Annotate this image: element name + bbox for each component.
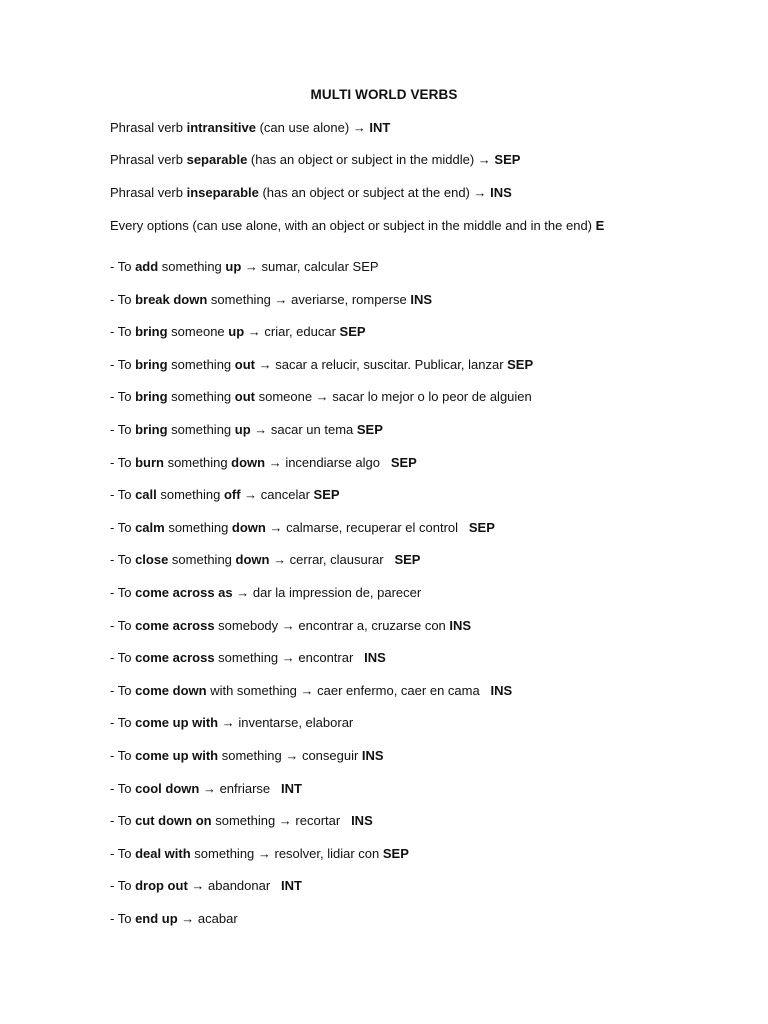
text: with something → caer enfermo, caer en cama [206, 683, 491, 698]
verb-entry [110, 519, 495, 537]
text: something [163, 455, 232, 470]
text: something [167, 422, 235, 437]
text: (has an object or subject in the middle) → [247, 152, 495, 167]
bold-text: add [135, 259, 159, 274]
bold-text: down [235, 552, 270, 567]
verb-entry [110, 486, 340, 504]
bold-text: break down [135, 292, 208, 307]
bold-text: come up with [135, 715, 219, 730]
text: → cancelar [240, 487, 314, 502]
verb-entry [110, 649, 386, 667]
verb-entry [110, 682, 512, 700]
text: someone [167, 324, 229, 339]
bold-text: out [234, 357, 255, 372]
legend-line [110, 151, 520, 169]
text: something [164, 520, 232, 535]
bold-text: come down [135, 683, 207, 698]
text: → inventarse, elaborar [218, 715, 354, 730]
bold-text: come up with [135, 748, 219, 763]
bold-text: end up [135, 911, 178, 926]
bold-text: close [135, 552, 169, 567]
bold-text: down [231, 520, 266, 535]
verb-entry [110, 747, 384, 765]
bold-text: calm [135, 520, 165, 535]
text: → calmarse, recuperar el control [265, 520, 469, 535]
bold-text: drop out [135, 878, 188, 893]
text: - To [110, 618, 136, 633]
text: - To [110, 715, 136, 730]
text: → incendiarse algo [265, 455, 391, 470]
bold-text: INS [490, 185, 512, 200]
text: something → encontrar [214, 650, 365, 665]
text: → acabar [177, 911, 238, 926]
bold-text: SEP [339, 324, 366, 339]
bold-text: cut down on [135, 813, 212, 828]
text: - To [110, 552, 136, 567]
bold-text: come across as [135, 585, 233, 600]
text: - To [110, 487, 136, 502]
bold-text: up [225, 259, 242, 274]
bold-text: INT [369, 120, 391, 135]
bold-text: E [595, 218, 605, 233]
verb-entry [110, 551, 420, 569]
bold-text: INS [490, 683, 513, 698]
bold-text: separable [186, 152, 248, 167]
text: something → averiarse, romperse [207, 292, 411, 307]
bold-text: call [135, 487, 157, 502]
text: - To [110, 748, 136, 763]
text: something → conseguir [218, 748, 362, 763]
bold-text: deal with [135, 846, 191, 861]
text: - To [110, 520, 136, 535]
text: something [167, 357, 235, 372]
bold-text: up [228, 324, 245, 339]
legend-line [110, 184, 512, 202]
text: → sacar a relucir, suscitar. Publicar, lanzar [254, 357, 508, 372]
text: - To [110, 292, 136, 307]
text: Phrasal verb [110, 152, 187, 167]
bold-text: INS [364, 650, 386, 665]
bold-text: INT [281, 878, 302, 893]
verb-entry [110, 714, 353, 732]
bold-text: bring [135, 422, 168, 437]
bold-text: bring [135, 389, 168, 404]
text: - To [110, 878, 136, 893]
verb-entry [110, 291, 432, 309]
verb-entry [110, 845, 409, 863]
bold-text: SEP [382, 846, 409, 861]
text: - To [110, 455, 136, 470]
bold-text: out [234, 389, 255, 404]
verb-entry [110, 877, 302, 895]
legend-line [110, 119, 390, 137]
text: - To [110, 813, 136, 828]
text: - To [110, 324, 136, 339]
text: - To [110, 422, 136, 437]
text: Phrasal verb [110, 120, 187, 135]
verb-entry [110, 617, 471, 635]
bold-text: INS [361, 748, 384, 763]
bold-text: SEP [390, 455, 417, 470]
text: Every options (can use alone, with an object or subject in the middle and in the end) [110, 218, 596, 233]
text: somebody → encontrar a, cruzarse con [214, 618, 450, 633]
text: someone → sacar lo mejor o lo peor de alguien [254, 389, 532, 404]
text: → abandonar [187, 878, 282, 893]
text: → sacar un tema [250, 422, 357, 437]
bold-text: off [223, 487, 241, 502]
text: Phrasal verb [110, 185, 187, 200]
bold-text: cool down [135, 781, 200, 796]
text: - To [110, 650, 136, 665]
bold-text: inseparable [186, 185, 259, 200]
bold-text: down [231, 455, 266, 470]
text: → cerrar, clausurar [269, 552, 395, 567]
text: → criar, educar [244, 324, 340, 339]
verb-entry [110, 356, 533, 374]
text: - To [110, 846, 136, 861]
legend-line [110, 217, 604, 235]
bold-text: come across [135, 618, 215, 633]
text: → dar la impression de, parecer [232, 585, 422, 600]
bold-text: INS [449, 618, 472, 633]
verb-entry [110, 258, 379, 276]
bold-text: burn [135, 455, 164, 470]
text: - To [110, 911, 136, 926]
text: - To [110, 259, 136, 274]
bold-text: SEP [468, 520, 495, 535]
text: → sumar, calcular SEP [241, 259, 379, 274]
bold-text: up [234, 422, 251, 437]
text: something → resolver, lidiar con [190, 846, 383, 861]
text: - To [110, 389, 136, 404]
verb-entry [110, 812, 373, 830]
text: something [168, 552, 236, 567]
bold-text: SEP [394, 552, 421, 567]
bold-text: INT [280, 781, 302, 796]
bold-text: come across [135, 650, 215, 665]
bold-text: SEP [507, 357, 534, 372]
bold-text: INS [351, 813, 373, 828]
text: something [156, 487, 224, 502]
bold-text: SEP [313, 487, 340, 502]
bold-text: bring [135, 324, 168, 339]
verb-entry [110, 388, 532, 406]
text: - To [110, 781, 136, 796]
text: - To [110, 585, 136, 600]
verb-entry [110, 421, 383, 439]
page-title: MULTI WORLD VERBS [310, 87, 458, 102]
bold-text: INS [410, 292, 433, 307]
bold-text: intransitive [186, 120, 256, 135]
bold-text: SEP [356, 422, 383, 437]
verb-entry [110, 780, 302, 798]
text: something → recortar [211, 813, 352, 828]
text: - To [110, 357, 136, 372]
verb-entry [110, 323, 366, 341]
bold-text: SEP [494, 152, 521, 167]
text: → enfriarse [199, 781, 281, 796]
text: (has an object or subject at the end) → [258, 185, 491, 200]
text: something [158, 259, 226, 274]
text: something [167, 389, 235, 404]
text: - To [110, 683, 136, 698]
text: (can use alone) → [255, 120, 370, 135]
verb-entry [110, 454, 417, 472]
bold-text: bring [135, 357, 168, 372]
verb-entry [110, 910, 238, 928]
verb-entry [110, 584, 421, 602]
